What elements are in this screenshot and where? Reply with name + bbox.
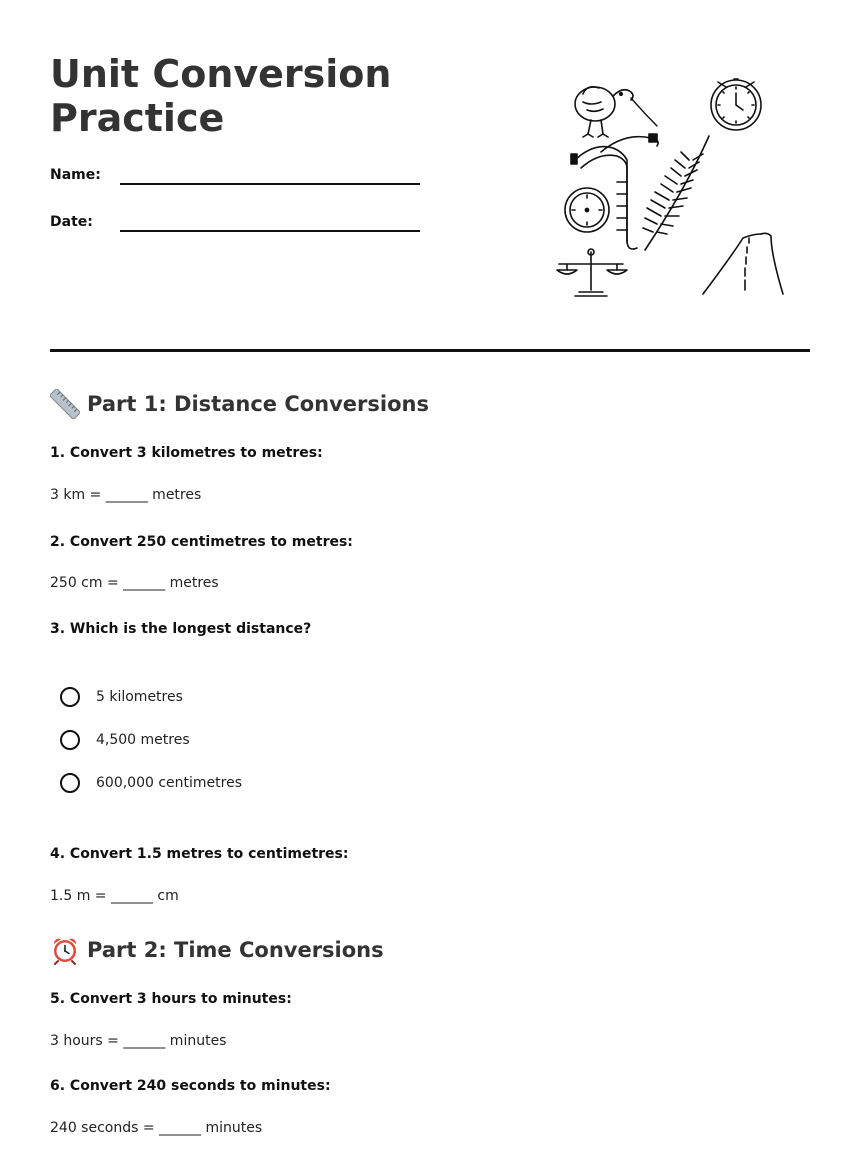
radio-button[interactable] <box>60 687 80 707</box>
name-field-row <box>50 165 422 193</box>
radio-button[interactable] <box>60 730 80 750</box>
question-3: 3. Which is the longest distance? <box>50 621 312 637</box>
option-label: 600,000 centimetres <box>96 775 243 791</box>
title-line-1: Unit Conversion <box>50 52 392 96</box>
answer-1[interactable]: 3 km = ______ metres <box>50 487 202 503</box>
date-label: Date: <box>50 214 93 230</box>
option-4500-metres[interactable] <box>60 727 190 753</box>
part2-heading <box>50 934 384 966</box>
date-field[interactable] <box>120 230 420 232</box>
radio-button[interactable] <box>60 773 80 793</box>
alarm-clock-icon <box>711 79 761 130</box>
part1-heading <box>50 388 429 420</box>
fern-icon <box>643 136 709 250</box>
ruler-icon <box>50 389 80 419</box>
option-600000-centimetres[interactable] <box>60 770 242 796</box>
name-label: Name: <box>50 167 101 183</box>
alarm-clock-icon <box>50 935 80 965</box>
option-5-kilometres[interactable] <box>60 684 183 710</box>
name-field[interactable] <box>120 183 420 185</box>
part2-heading-text: Part 2: Time Conversions <box>87 938 384 962</box>
part1-heading-text: Part 1: Distance Conversions <box>87 392 429 416</box>
date-field-row <box>50 212 422 240</box>
wall-clock-icon <box>565 188 609 232</box>
question-1: 1. Convert 3 kilometres to metres: <box>50 445 323 461</box>
question-5: 5. Convert 3 hours to minutes: <box>50 991 292 1007</box>
option-label: 4,500 metres <box>96 732 190 748</box>
question-6: 6. Convert 240 seconds to minutes: <box>50 1078 331 1094</box>
answer-6[interactable]: 240 seconds = ______ minutes <box>50 1120 263 1136</box>
answer-2[interactable]: 250 cm = ______ metres <box>50 575 219 591</box>
road-icon <box>703 233 783 294</box>
kiwi-bird-icon <box>575 87 657 137</box>
page-title <box>50 52 470 140</box>
option-label: 5 kilometres <box>96 689 183 705</box>
answer-5[interactable]: 3 hours = ______ minutes <box>50 1033 227 1049</box>
question-4: 4. Convert 1.5 metres to centimetres: <box>50 846 349 862</box>
header-divider <box>50 349 810 352</box>
answer-4[interactable]: 1.5 m = ______ cm <box>50 888 179 904</box>
measurement-illustration <box>553 72 788 300</box>
balance-scale-icon <box>557 249 627 296</box>
question-2: 2. Convert 250 centimetres to metres: <box>50 534 353 550</box>
title-line-2: Practice <box>50 96 225 140</box>
